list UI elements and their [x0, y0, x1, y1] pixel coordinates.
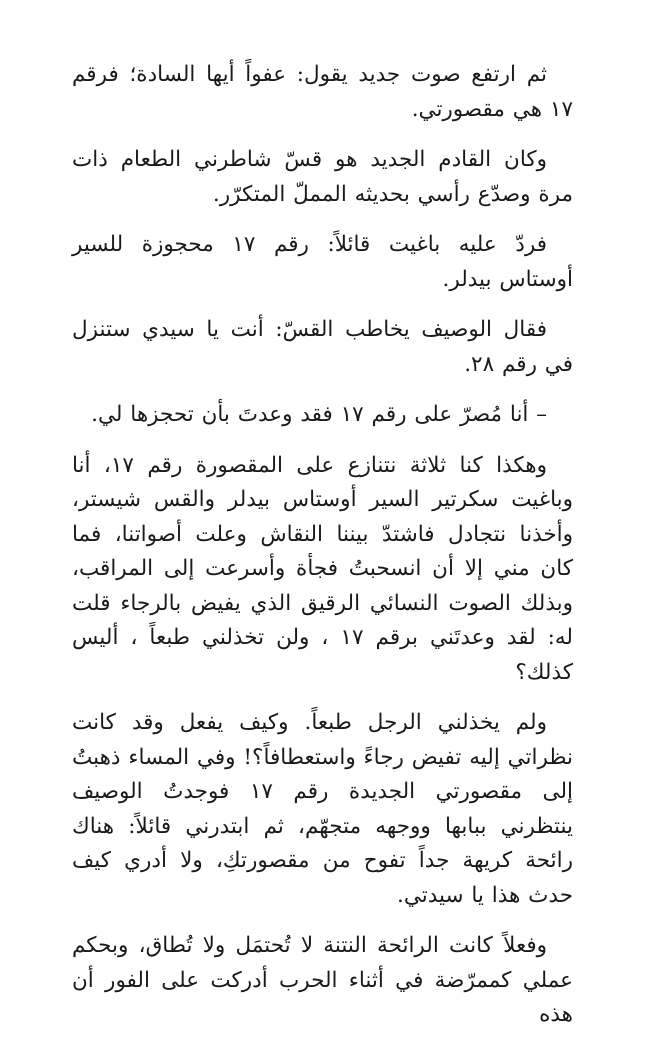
paragraph: فردّ عليه باغيت قائلاً: رقم ١٧ محجوزة للسير أوستاس بيدلر. — [72, 232, 573, 292]
paragraph: ثم ارتفع صوت جديد يقول: عفواً أيها السادة؛ فرقم ١٧ هي مقصورتي. — [72, 62, 573, 122]
dialogue-line: – أنا مُصرّ على رقم ١٧ فقد وعدتَ بأن تحجزها لي. — [91, 402, 547, 427]
paragraph: وفعلاً كانت الرائحة النتنة لا تُحتمَل ولا تُطاق، وبحكم عملي كممرّضة في أثناء الحرب أدركت على الفور أن هذه — [72, 933, 573, 1027]
paragraph: وكان القادم الجديد هو قسّ شاطرني الطعام ذات مرة وصدّع رأسي بحديثه المملّ المتكرّر. — [72, 147, 573, 207]
paragraph: فقال الوصيف يخاطب القسّ: أنت يا سيدي ستنزل في رقم ٢٨. — [72, 317, 573, 377]
paragraph: ولم يخذلني الرجل طبعاً. وكيف يفعل وقد كانت نظراتي إليه تفيض رجاءً واستعطافاً؟! وفي المساء ذهبتُ إلى مقصورتي الجديدة رقم ١٧ فوجدتُ الوصيف ينتظرني ببابها ووجهه متجهّم، ثم ابتدرني قائلاً: هناك رائحة كريهة جداً تفوح من مقصورتكِ، ولا أدري كيف حدث هذا يا سيدتي. — [72, 710, 573, 908]
paragraph: وهكذا كنا ثلاثة نتنازع على المقصورة رقم ١٧، أنا وباغيت سكرتير السير أوستاس بيدلر والقس شيستر، وأخذنا نتجادل فاشتدّ بيننا النقاش وعلت أصواتنا، فما كان مني إلا أن انسحبتُ فجأة وأسرعت إلى المراقب، وبذلك الصوت النسائي الرقيق الذي يفيض بالرجاء قلت له: لقد وعدتَني برقم ١٧ ، ولن تخذلني طبعاً ، أليس كذلك؟ — [72, 452, 573, 685]
page-text — [72, 58, 573, 1049]
